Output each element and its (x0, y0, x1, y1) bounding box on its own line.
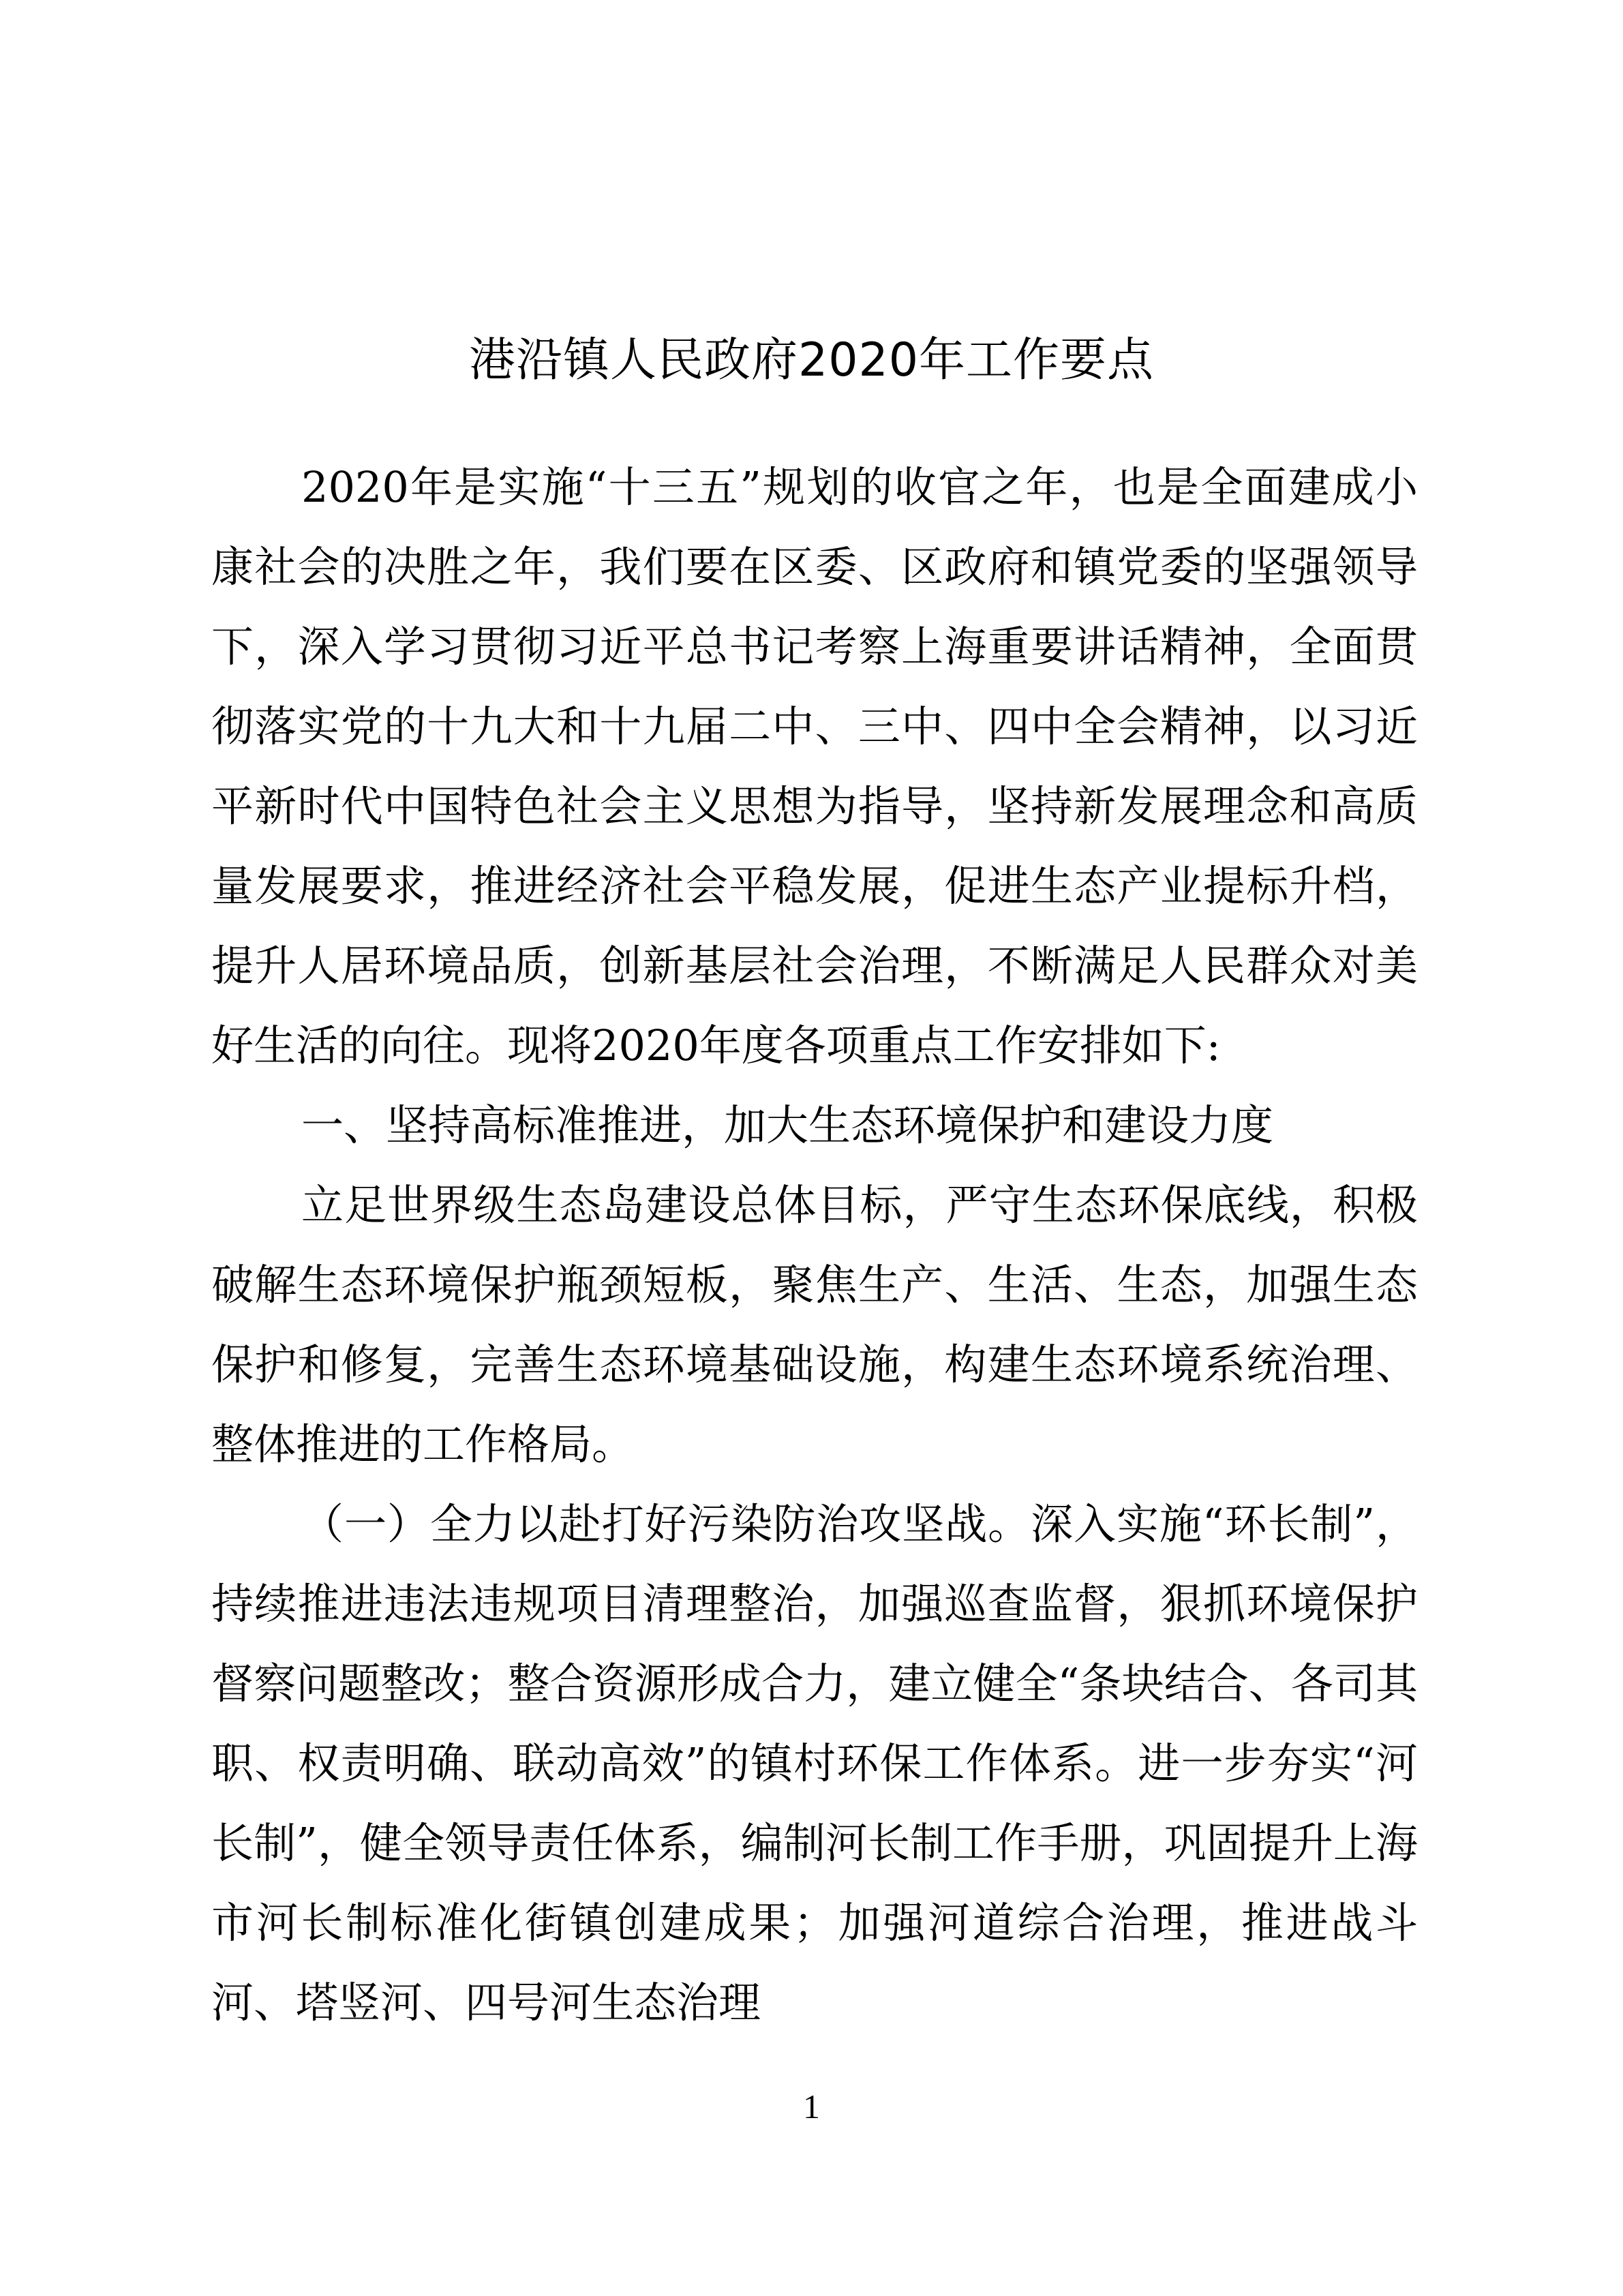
page-title: 港沿镇人民政府2020年工作要点 (468, 333, 1155, 387)
page-number: 1 (803, 2087, 820, 2126)
document-body (211, 447, 1418, 2042)
section-1-heading: 一、坚持高标准推进，加大生态环境保护和建设力度 (301, 1100, 1274, 1150)
intro-paragraph: 2020年是实施“十三五”规划的收官之年，也是全面建成小康社会的决胜之年，我们要在区委、区政府和镇党委的坚强领导下，深入学习贯彻习近平总书记考察上海重要讲话精神，全面贯彻落实党的十九大和十九届二中、三中、四中全会精神，以习近平新时代中国特色社会主义思想为指导，坚持新发展理念和高质量发展要求，推进经济社会平稳发展，促进生态产业提标升档，提升人居环境品质，创新基层社会治理，不断满足人民群众对美好生活的向往。现将2020年度各项重点工作安排如下: (211, 462, 1418, 1070)
subsection-1-paragraph: （一）全力以赴打好污染防治攻坚战。深入实施“环长制”，持续推进违法违规项目清理整治，加强巡查监督，狠抓环境保护督察问题整改；整合资源形成合力，建立健全“条块结合、各司其职、权责明确、联动高效”的镇村环保工作体系。进一步夯实“河长制”，健全领导责任体系，编制河长制工作手册，巩固提升上海市河长制标准化街镇创建成果；加强河道综合治理，推进战斗河、塔竖河、四号河生态治理 (211, 1499, 1418, 2027)
section-1-paragraph: 立足世界级生态岛建设总体目标，严守生态环保底线，积极破解生态环境保护瓶颈短板，聚焦生产、生活、生态，加强生态保护和修复，完善生态环境基础设施，构建生态环境系统治理、整体推进的工作格局。 (211, 1180, 1418, 1469)
